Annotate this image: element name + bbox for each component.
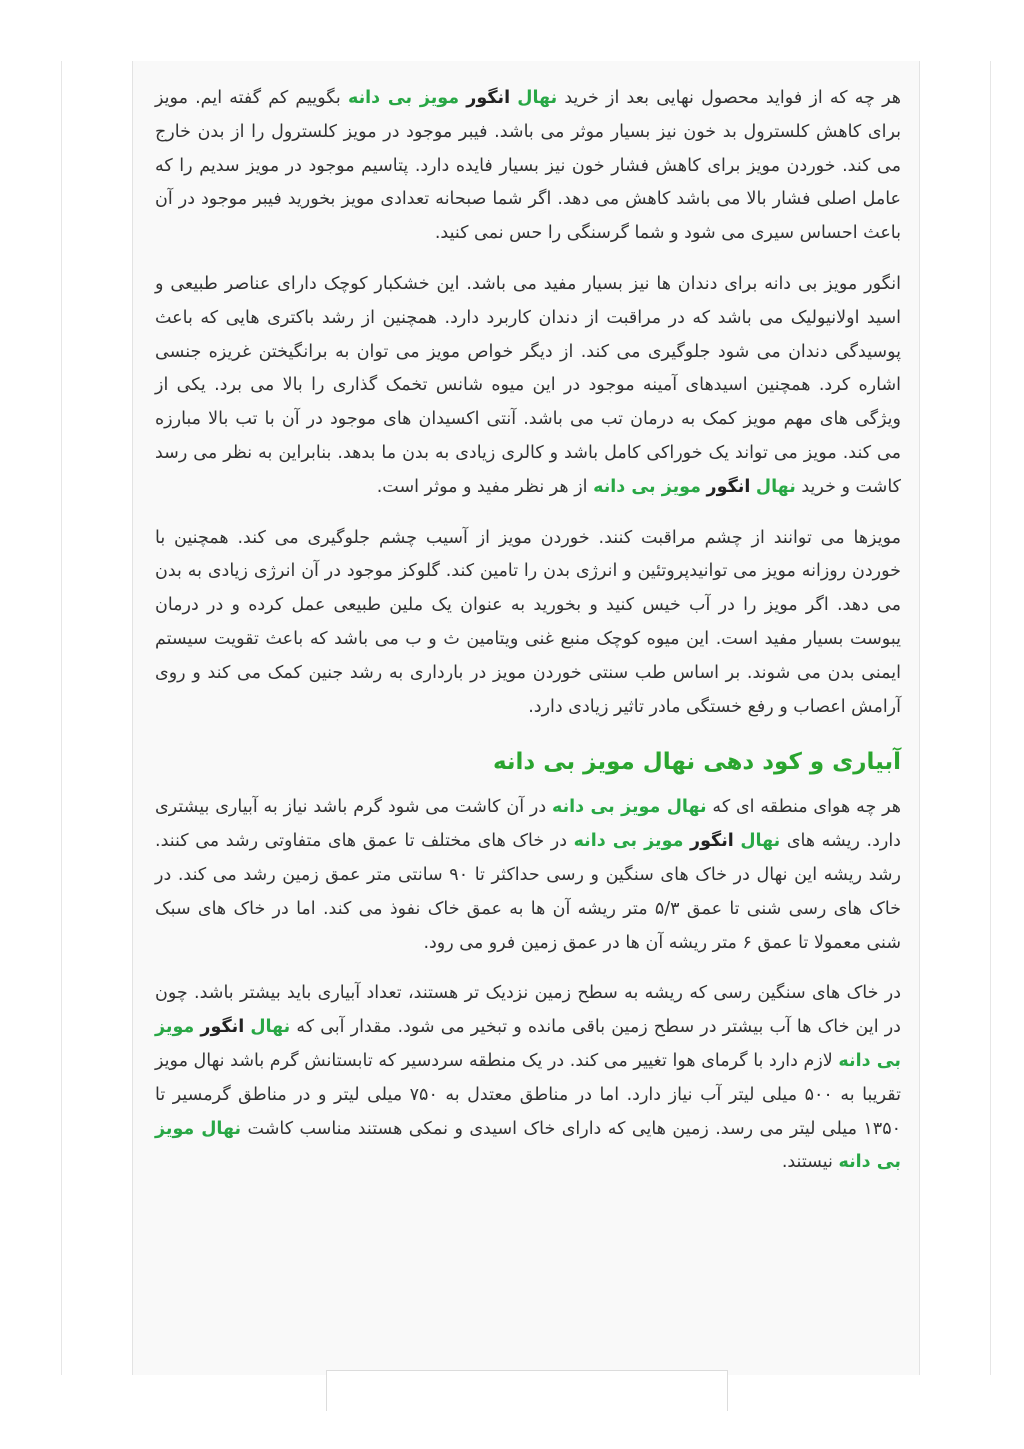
paragraph-4: هر چه هوای منطقه ای که نهال مویز بی دانه در آن کاشت می شود گرم باشد نیاز به آبیاری بیشتری دارد. ریشه های نهال انگور مویز بی دانه در خاک های مختلف تا عمق های متفاوتی رشد می کنند. رشد ریشه این نهال در خاک های سنگین و رسی حداکثر تا ۹۰ سانتی متر عمق زمین رشد می کند. در خاک های رسی شنی تا عمق ۵/۳ متر ریشه آن ها به عمق خاک نفوذ می کند. اما در خاک های سبک شنی معمولا تا عمق ۶ متر ریشه آن ها در عمق زمین فرو می رود. bbox=[155, 797, 901, 953]
link-moviz-bi-daneh[interactable]: مویز بی دانه bbox=[347, 88, 460, 108]
link-nahal-moviz-bi-daneh[interactable]: نهال مویز بی دانه bbox=[551, 797, 707, 818]
paragraph-1: هر چه که از فواید محصول نهایی بعد از خرید نهال انگور مویز بی دانه بگوییم کم گفته ایم. مویز برای کاهش کلسترول بد خون نیز بسیار موثر می باشد. فیبر موجود در مویز کلسترول را از بدن خارج می کند. خوردن مویز برای کاهش فشار خون نیز بسیار فایده دارد. پتاسیم موجود در مویز سدیم را که عامل اصلی فشار بالا می باشد کاهش می دهد. اگر شما صبحانه تعدادی مویز بخورید فیبر موجود در آن باعث احساس سیری می شود و شما گرسنگی را حس نمی کنید. bbox=[155, 88, 902, 244]
link-nahal[interactable]: نهال bbox=[740, 831, 781, 852]
keyword-angur: انگور bbox=[690, 831, 734, 852]
keyword-angur: انگور bbox=[466, 88, 511, 108]
link-moviz-bi-daneh[interactable]: مویز بی دانه bbox=[573, 831, 684, 852]
page-border-left bbox=[61, 61, 62, 1375]
page-border-right bbox=[990, 61, 991, 1375]
link-nahal-moviz-bi-daneh[interactable]: نهال مویز بی دانه bbox=[155, 1118, 901, 1173]
link-moviz-bi-daneh[interactable]: مویز بی دانه bbox=[155, 1017, 901, 1071]
link-nahal[interactable]: نهال bbox=[250, 1017, 291, 1038]
paragraph-3: مویزها می توانند از چشم مراقبت کنند. خوردن مویز از آسیب چشم جلوگیری می کند. همچنین با خوردن روزانه مویز می توانیدپروتئین و انرژی بدن را تامین کند. گلوکز موجود در آن انرژی زیادی به بدن می دهد. اگر مویز را در آب خیس کنید و بخورید به عنوان یک ملین طبیعی عمل کرده و در درمان یبوست بسیار مفید است. این میوه کوچک منبع غنی ویتامین ث و ب می باشد که باعث تقویت سیستم ایمنی بدن می شوند. بر اساس طب سنتی خوردن مویز در بارداری به رشد جنین کمک می کند و روی آرامش اعصاب و رفع خستگی مادر تاثیر زیادی دارد. bbox=[155, 527, 901, 717]
image-frame bbox=[326, 1370, 728, 1411]
article-body bbox=[155, 82, 901, 1197]
paragraph-5: در خاک های سنگین رسی که ریشه به سطح زمین نزدیک تر هستند، تعداد آبیاری باید بیشتر باشد. چون در این خاک ها آب بیشتر در سطح زمین باقی مانده و تبخیر می شود. مقدار آبی که نهال انگور مویز بی دانه لازم دارد با گرمای هوا تغییر می کند. در یک منطقه سردسیر که تابستانش گرم باشد نهال مویز تقریبا به ۵۰۰ میلی لیتر آب نیاز دارد. اما در مناطق معتدل به ۷۵۰ میلی لیتر و در مناطق گرمسیر تا ۱۳۵۰ میلی لیتر می رسد. زمین هایی که دارای خاک اسیدی و نمکی هستند مناسب کاشت نهال مویز بی دانه نیستند. bbox=[155, 983, 901, 1173]
link-moviz-bi-daneh[interactable]: مویز بی دانه bbox=[593, 476, 701, 497]
paragraph-2: انگور مویز بی دانه برای دندان ها نیز بسیار مفید می باشد. این خشکبار کوچک دارای عناصر طبیعی و اسید اولانیولیک می باشد که در مراقبت از دندان کاربرد دارد. همچنین از رشد باکتری هایی که باعث پوسیدگی دندان می شود جلوگیری می کند. از دیگر خواص مویز می توان به برانگیختن غریزه جنسی اشاره کرد. همچنین اسیدهای آمینه موجود در این میوه شانس تخمک گذاری را بالا می برد. یکی از ویژگی های مهم مویز کمک به درمان تب می باشد. آنتی اکسیدان های موجود در آن با تب بالا مبارزه می کند. مویز می تواند یک خوراکی کامل باشد و کالری زیادی به بدن ما بدهد. بنابراین به نظر می رسد کاشت و خرید نهال انگور مویز بی دانه از هر نظر مفید و موثر است. bbox=[155, 273, 901, 497]
keyword-angur: انگور bbox=[200, 1017, 245, 1038]
keyword-angur: انگور bbox=[706, 476, 751, 497]
section-heading: آبیاری و کود دهی نهال مویز بی دانه bbox=[492, 749, 901, 776]
link-nahal[interactable]: نهال bbox=[517, 88, 558, 108]
link-nahal[interactable]: نهال bbox=[755, 476, 796, 497]
